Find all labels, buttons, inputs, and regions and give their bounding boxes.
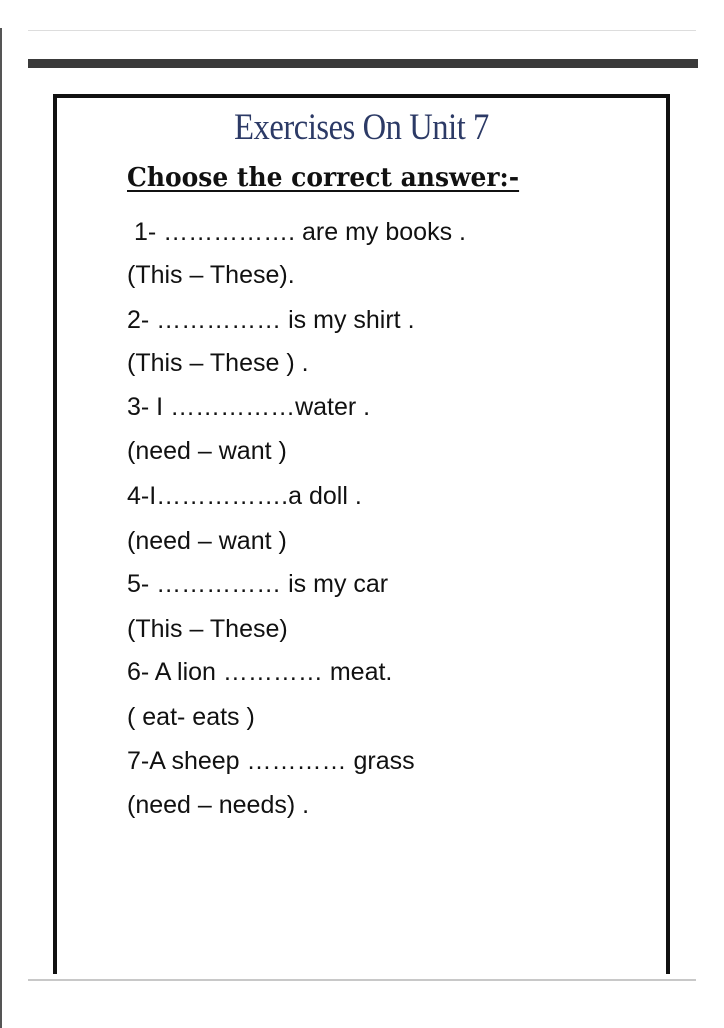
left-page-edge (0, 28, 2, 1028)
options-7: (need – needs) . (127, 791, 310, 819)
question-4: 4-I…………….a doll . (127, 482, 362, 510)
question-3: 3- I ……………water . (127, 393, 371, 421)
question-1: 1- ……………. are my books . (127, 218, 466, 246)
options-1: (This – These). (127, 261, 295, 289)
question-6: 6- A lion ………… meat. (127, 658, 393, 686)
worksheet-title: Exercises On Unit 7 (234, 107, 489, 148)
question-5: 5- …………… is my car (127, 570, 389, 598)
options-2: (This – These ) . (127, 349, 309, 377)
instruction-heading: Choose the correct answer:- (127, 163, 520, 193)
options-4: (need – want ) (127, 527, 287, 555)
options-5: (This – These) (127, 615, 288, 643)
top-hairline (28, 30, 696, 31)
options-6: ( eat- eats ) (127, 703, 255, 731)
top-border-bar (28, 59, 698, 68)
question-2: 2- …………… is my shirt . (127, 306, 415, 334)
options-3: (need – want ) (127, 437, 287, 465)
question-7: 7-A sheep ………… grass (127, 747, 415, 775)
bottom-rule (28, 979, 696, 981)
